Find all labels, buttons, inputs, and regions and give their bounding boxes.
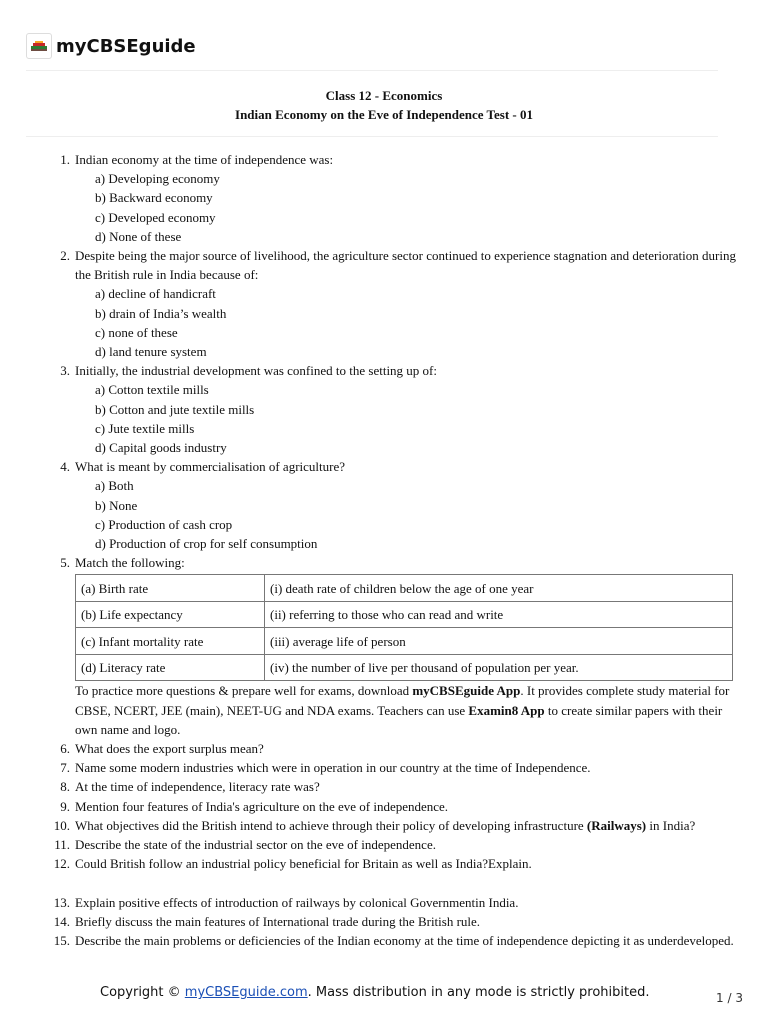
app-name-mycbseguide: myCBSEguide App: [412, 683, 521, 699]
question-12: [53, 854, 736, 873]
question-number: 12.: [53, 856, 70, 872]
question-4: [56, 457, 736, 553]
question-number: 4.: [60, 459, 70, 475]
question-text: Despite being the major source of livelihood, the agriculture sector continued to experience stagnation and deterioration during the British rule in India because of:: [75, 248, 736, 283]
question-text: Match the following:: [75, 555, 185, 571]
logo-icon: [26, 33, 52, 59]
question-15: [53, 931, 736, 950]
header-divider: [26, 70, 718, 71]
question-text-bold: (Railways): [586, 817, 647, 833]
option-c: c) none of these: [95, 324, 178, 340]
question-number: 3.: [60, 363, 70, 379]
document-title: [0, 86, 768, 124]
table-row: [76, 654, 733, 681]
page-number: 1 / 3: [716, 991, 743, 1005]
question-number: 6.: [60, 741, 70, 757]
question-list: [53, 150, 736, 950]
question-text: Indian economy at the time of independence was:: [75, 152, 334, 167]
question-1: [56, 150, 736, 246]
question-text: What does the export surplus mean?: [75, 741, 264, 757]
question-number: 2.: [60, 248, 70, 264]
option-c: c) Jute textile mills: [95, 420, 195, 436]
question-9: [56, 797, 736, 816]
match-left-cell: (a) Birth rate: [76, 575, 265, 602]
question-text: Explain positive effects of introduction of railways by colonical Governmentin India.: [75, 894, 519, 910]
question-10: [53, 816, 736, 835]
option-b: b) None: [95, 497, 138, 513]
question-number: 14.: [53, 913, 70, 929]
question-2: [56, 246, 736, 361]
promo-text: To practice more questions & prepare well for exams, download: [75, 683, 413, 699]
question-3: [56, 361, 736, 457]
question-14: [53, 912, 736, 931]
question-text: Describe the state of the industrial sector on the eve of independence.: [75, 837, 436, 853]
question-11: [56, 835, 736, 854]
match-left-cell: (b) Life expectancy: [76, 601, 265, 628]
match-right-cell: (iii) average life of person: [265, 628, 733, 655]
match-table: [75, 574, 733, 681]
question-number: 13.: [53, 894, 70, 910]
brand-name: myCBSEguide: [56, 35, 196, 57]
option-a: a) Developing economy: [95, 171, 220, 187]
question-text-part: in India?: [646, 817, 696, 833]
site-link[interactable]: myCBSEguide.com: [184, 985, 308, 1000]
promo-text: to create similar papers with their own name and logo.: [75, 702, 723, 737]
title-divider: [26, 136, 718, 137]
option-d: d) land tenure system: [95, 344, 207, 360]
table-row: [76, 601, 733, 628]
app-name-examin8: Examin8 App: [468, 702, 545, 718]
option-d: d) Production of crop for self consumption: [95, 536, 318, 552]
question-text: Could British follow an industrial policy beneficial for Britain as well as India?Explain.: [75, 856, 532, 872]
option-b: b) Cotton and jute textile mills: [95, 401, 255, 417]
question-text: Name some modern industries which were in operation in our country at the time of Independence.: [75, 760, 591, 776]
question-text: Initially, the industrial development was confined to the setting up of:: [75, 363, 437, 379]
question-number: 5.: [60, 555, 70, 571]
question-text: Mention four features of India's agriculture on the eve of independence.: [75, 798, 449, 814]
question-8: [56, 777, 736, 796]
question-number: 8.: [60, 779, 70, 795]
site-header: [26, 30, 196, 62]
option-d: d) Capital goods industry: [95, 440, 227, 456]
promo-paragraph: [56, 681, 736, 739]
match-right-cell: (ii) referring to those who can read and write: [265, 601, 733, 628]
option-a: a) decline of handicraft: [95, 286, 216, 302]
option-b: b) drain of India’s wealth: [95, 305, 227, 321]
question-number: 10.: [53, 817, 70, 833]
option-d: d) None of these: [95, 228, 182, 244]
promo-text: . It provides complete study material for CBSE, NCERT, JEE (main), NEET-UG and NDA exams. Teachers can use: [75, 683, 730, 718]
question-7: [56, 758, 736, 777]
copyright-text: . Mass distribution in any mode is strictly prohibited.: [307, 985, 650, 1000]
match-right-cell: (iv) the number of live per thousand of population per year.: [265, 654, 733, 681]
option-a: a) Both: [95, 478, 134, 494]
question-5: [56, 553, 736, 681]
question-text: What is meant by commercialisation of agriculture?: [75, 459, 346, 475]
question-text: At the time of independence, literacy rate was?: [75, 779, 320, 795]
question-text: [75, 816, 736, 835]
question-text: Briefly discuss the main features of International trade during the British rule.: [75, 913, 481, 929]
copyright-text: Copyright ©: [100, 985, 185, 1000]
question-number: 11.: [54, 837, 70, 853]
option-b: b) Backward economy: [95, 190, 213, 206]
table-row: [76, 628, 733, 655]
question-number: 1.: [60, 152, 70, 167]
question-text-part: What objectives did the British intend to achieve through their policy of developing infrastructure: [75, 817, 587, 833]
copyright-footer: [100, 985, 649, 1000]
match-left-cell: (c) Infant mortality rate: [76, 628, 265, 655]
table-row: [76, 575, 733, 602]
question-number: 7.: [60, 760, 70, 776]
question-13: [53, 893, 736, 912]
question-number: 15.: [53, 932, 70, 948]
section-spacer: [56, 874, 736, 893]
title-line-class: Class 12 - Economics: [325, 88, 443, 103]
option-a: a) Cotton textile mills: [95, 382, 209, 398]
option-c: c) Developed economy: [95, 209, 216, 225]
match-left-cell: (d) Literacy rate: [76, 654, 265, 681]
option-c: c) Production of cash crop: [95, 516, 233, 532]
question-number: 9.: [60, 798, 70, 814]
title-line-test: Indian Economy on the Eve of Independence Test - 01: [235, 107, 533, 122]
match-right-cell: (i) death rate of children below the age of one year: [265, 575, 733, 602]
question-text: Describe the main problems or deficiencies of the Indian economy at the time of independence depicting it as underdeveloped.: [75, 932, 734, 948]
question-6: [56, 739, 736, 758]
